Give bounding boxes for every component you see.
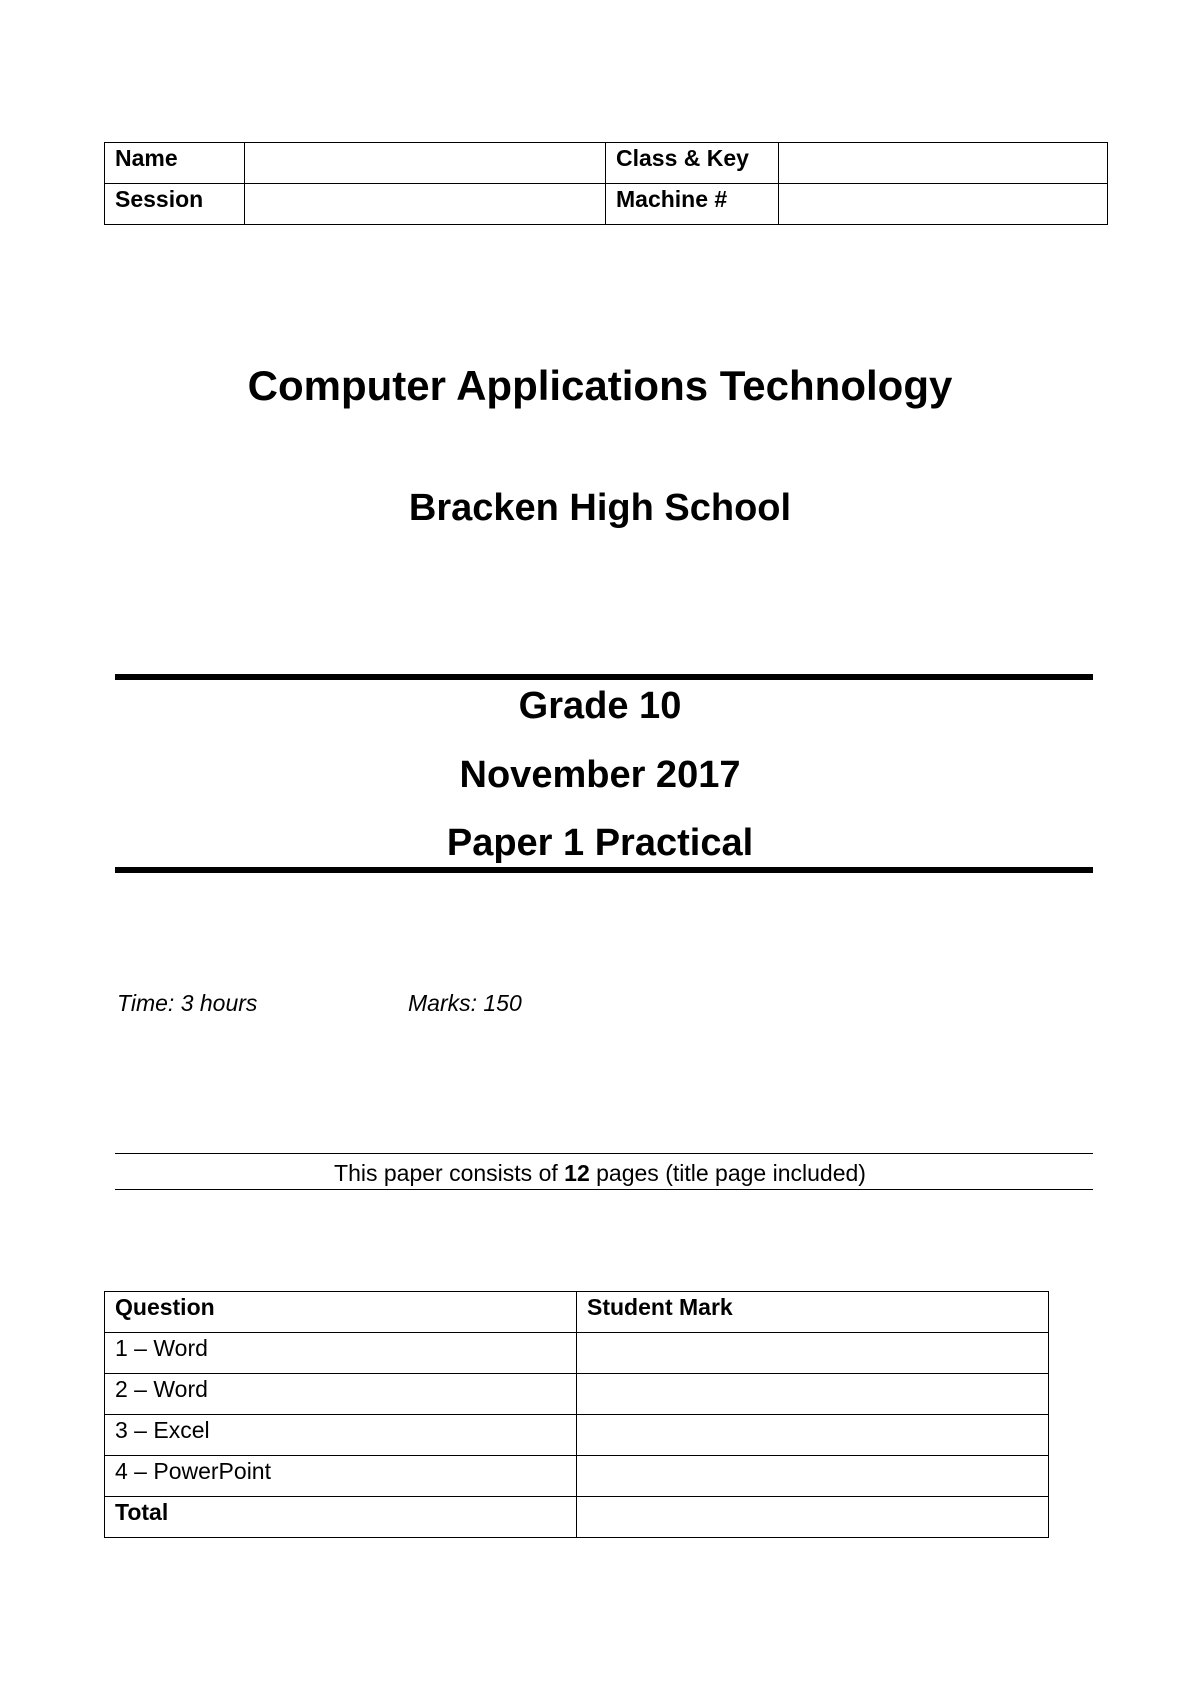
- question-cell: 3 – Excel: [105, 1415, 577, 1456]
- total-row: [105, 1497, 1049, 1538]
- total-mark-cell[interactable]: [577, 1497, 1049, 1538]
- question-cell: 1 – Word: [105, 1333, 577, 1374]
- machine-field[interactable]: [779, 184, 1108, 225]
- question-header: Question: [105, 1292, 577, 1333]
- student-info-table: [104, 142, 1108, 225]
- mark-cell[interactable]: [577, 1456, 1049, 1497]
- info-row-name: [105, 143, 1108, 184]
- mark-cell[interactable]: [577, 1333, 1049, 1374]
- table-row: [105, 1456, 1049, 1497]
- machine-label: Machine #: [606, 184, 779, 225]
- date-heading: November 2017: [459, 754, 741, 796]
- school-name: Bracken High School: [408, 487, 792, 529]
- page-count: 12: [564, 1160, 590, 1186]
- marks-header-row: [105, 1292, 1049, 1333]
- note-bottom-rule: [115, 1189, 1093, 1190]
- class-key-label: Class & Key: [606, 143, 779, 184]
- name-field[interactable]: [245, 143, 606, 184]
- mark-cell[interactable]: [577, 1415, 1049, 1456]
- question-cell: 4 – PowerPoint: [105, 1456, 577, 1497]
- time-allowed: Time: 3 hours: [117, 990, 258, 1016]
- total-label: Total: [105, 1497, 577, 1538]
- info-row-session: [105, 184, 1108, 225]
- session-field[interactable]: [245, 184, 606, 225]
- table-row: [105, 1415, 1049, 1456]
- pages-note: [0, 1158, 1200, 1188]
- bottom-thick-divider: [115, 867, 1093, 873]
- question-cell: 2 – Word: [105, 1374, 577, 1415]
- session-label: Session: [105, 184, 245, 225]
- marks-table: [104, 1291, 1049, 1538]
- class-key-field[interactable]: [779, 143, 1108, 184]
- note-top-rule: [115, 1153, 1093, 1154]
- subject-title: Computer Applications Technology: [247, 362, 953, 409]
- mark-cell[interactable]: [577, 1374, 1049, 1415]
- name-label: Name: [105, 143, 245, 184]
- pages-note-suffix: pages (title page included): [589, 1160, 866, 1186]
- pages-note-prefix: This paper consists of: [334, 1160, 565, 1186]
- table-row: [105, 1333, 1049, 1374]
- paper-heading: Paper 1 Practical: [446, 822, 754, 864]
- grade-heading: Grade 10: [518, 685, 682, 727]
- student-mark-header: Student Mark: [577, 1292, 1049, 1333]
- table-row: [105, 1374, 1049, 1415]
- top-thick-divider: [115, 674, 1093, 680]
- total-marks: Marks: 150: [408, 990, 522, 1016]
